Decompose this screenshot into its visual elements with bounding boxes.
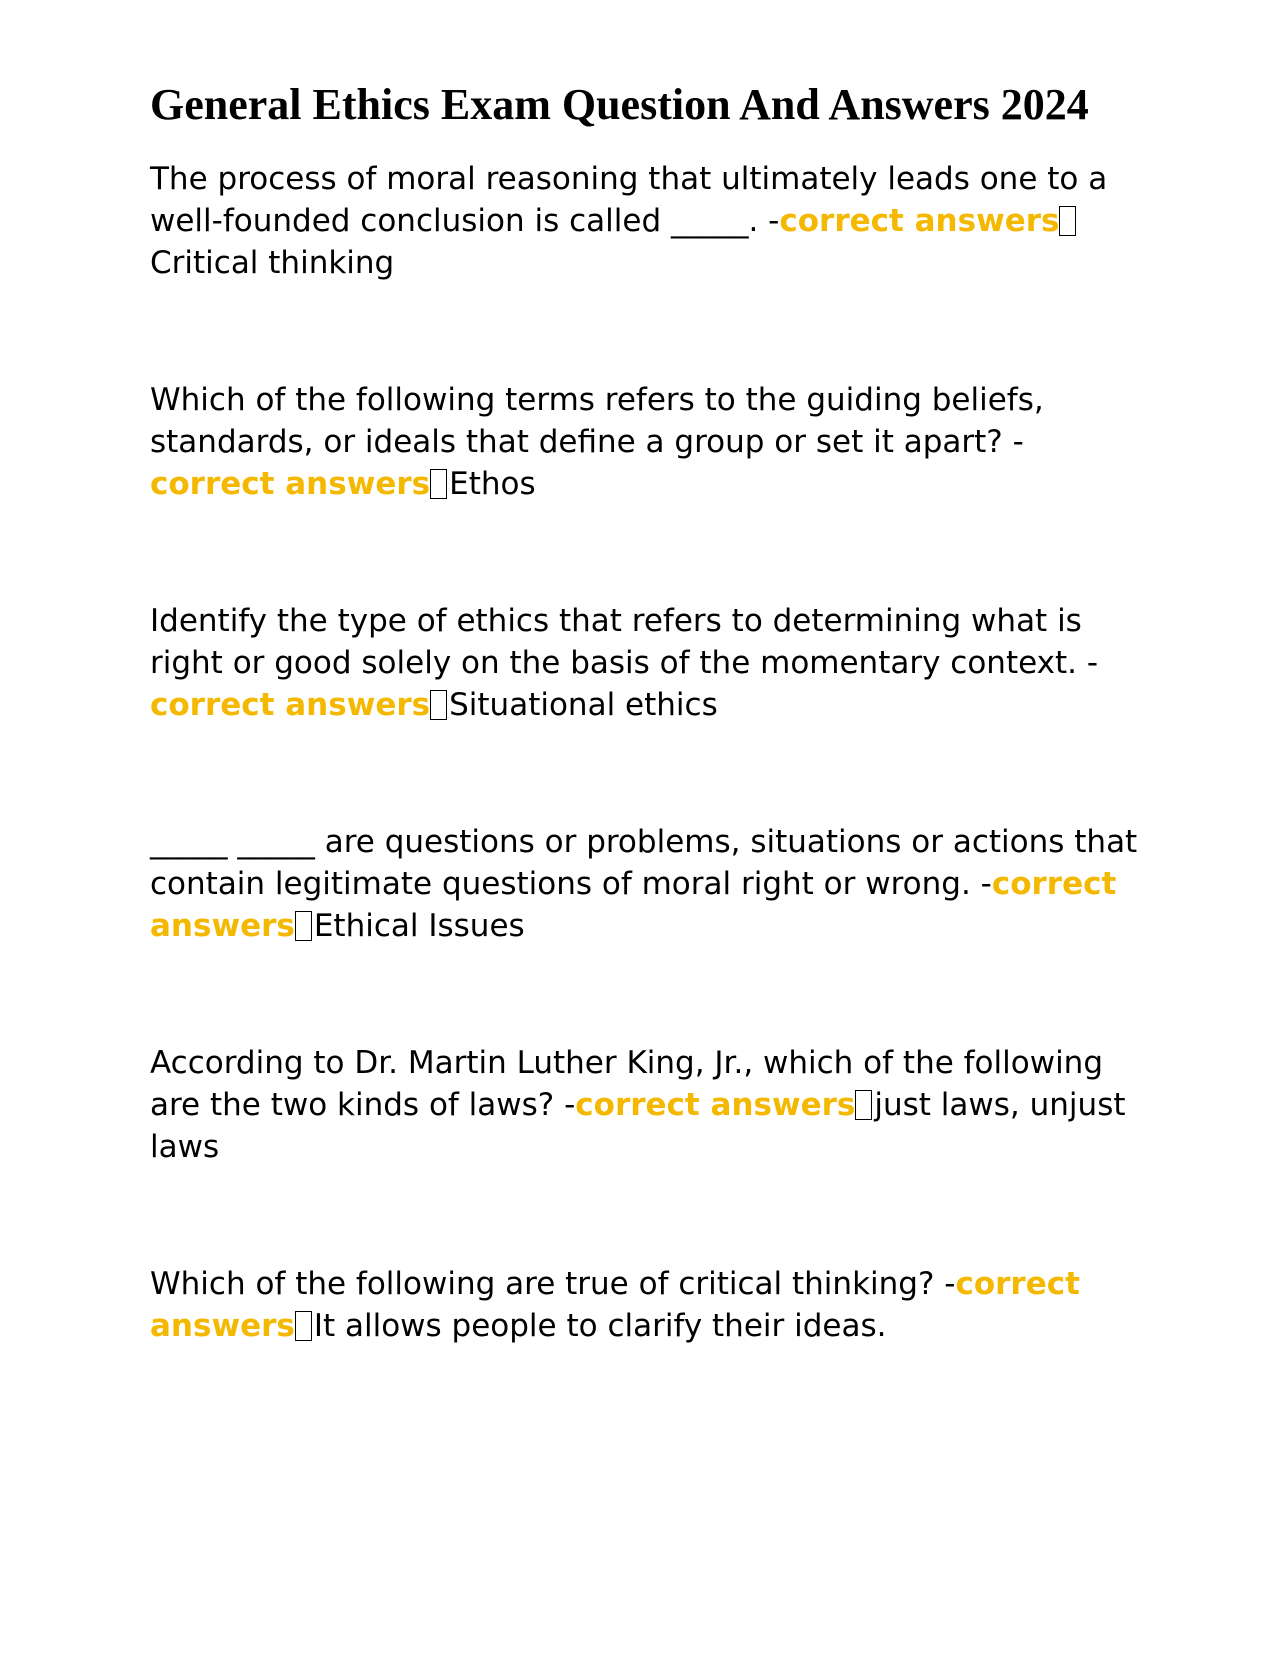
qa-item	[150, 600, 1140, 726]
missing-glyph-icon	[855, 1090, 872, 1120]
correct-answers-marker: correct answers	[779, 203, 1060, 239]
question-text: The process of moral reasoning that ultimately leads one to a well-founded conclusion is called _____. -	[150, 161, 1108, 239]
missing-glyph-icon	[295, 1311, 312, 1341]
answer-text: Ethos	[449, 466, 536, 502]
qa-item	[150, 379, 1140, 505]
missing-glyph-icon	[295, 911, 312, 941]
document-page	[150, 78, 1140, 1442]
answer-text: Situational ethics	[449, 687, 718, 723]
question-text: Which of the following are true of critical thinking? -	[150, 1266, 956, 1302]
question-text: According to Dr. Martin Luther King, Jr., which of the following are the two kinds of laws? -	[150, 1045, 1104, 1123]
answer-text: just laws, unjust laws	[150, 1087, 1126, 1165]
qa-item	[150, 158, 1140, 284]
question-text: Identify the type of ethics that refers to determining what is right or good solely on the basis of the momentary context. -	[150, 603, 1099, 681]
answer-text: Critical thinking	[150, 245, 395, 281]
question-text: Which of the following terms refers to the guiding beliefs, standards, or ideals that define a group or set it apart? -	[150, 382, 1044, 460]
correct-answers-marker: correct answers	[150, 466, 431, 502]
answer-text: It allows people to clarify their ideas.	[313, 1308, 887, 1344]
qa-item	[150, 1263, 1140, 1347]
document-title: General Ethics Exam Question And Answers 2024	[150, 80, 1089, 129]
qa-item	[150, 1042, 1140, 1168]
question-text: _____ _____ are questions or problems, situations or actions that contain legitimate questions of moral right or wrong. -	[150, 824, 1138, 902]
correct-answers-marker: correct answers	[575, 1087, 856, 1123]
qa-item	[150, 821, 1140, 947]
missing-glyph-icon	[1059, 206, 1076, 236]
correct-answers-marker: correct answers	[150, 687, 431, 723]
answer-text: Ethical Issues	[313, 908, 525, 944]
correct-answers-marker: correct answers	[150, 866, 1117, 944]
correct-answers-marker: correct answers	[150, 1266, 1080, 1344]
missing-glyph-icon	[430, 469, 447, 499]
missing-glyph-icon	[430, 690, 447, 720]
